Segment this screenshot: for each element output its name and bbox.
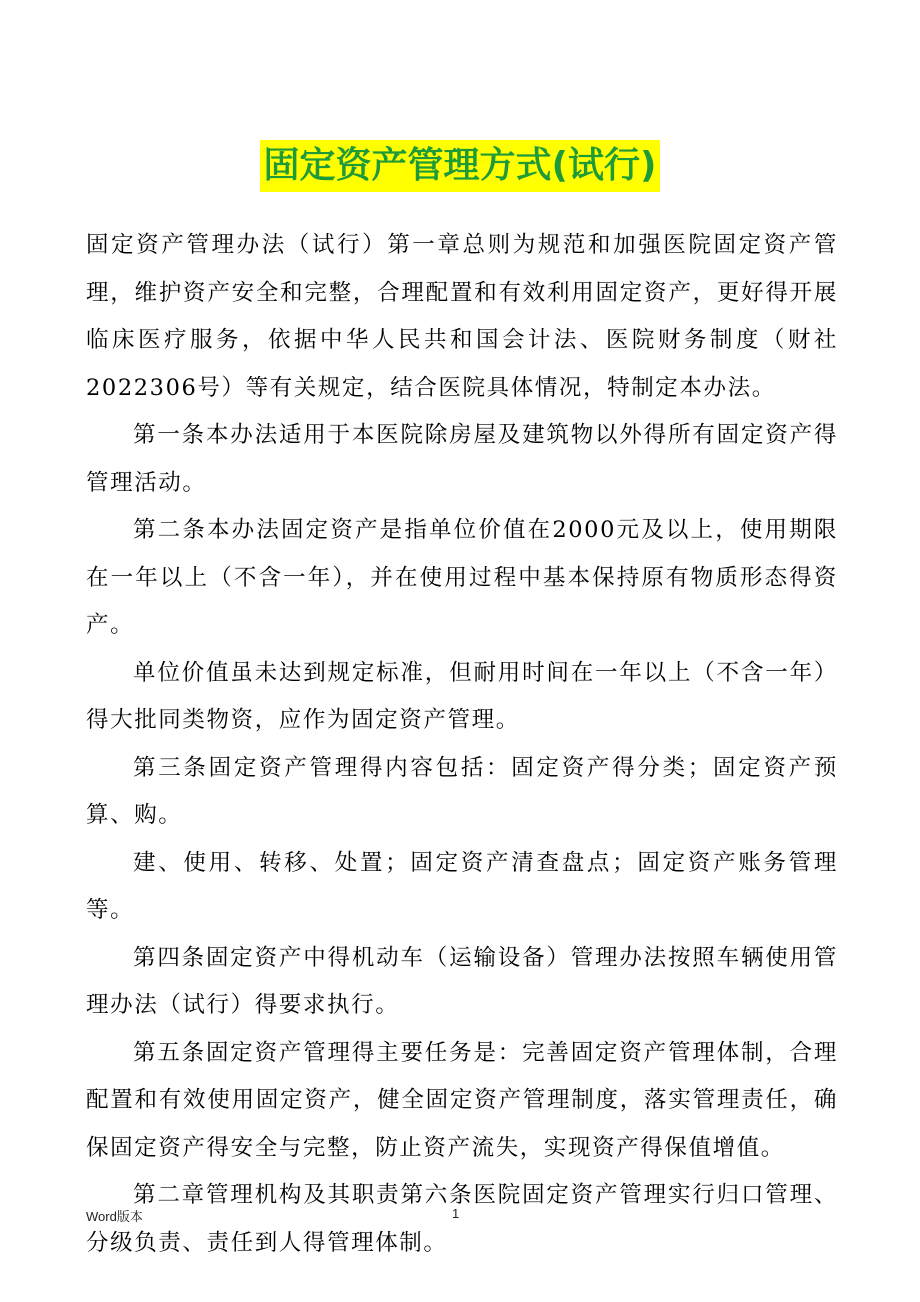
document-body: [86, 222, 838, 1267]
paragraph-article-2-note: 单位价值虽未达到规定标准，但耐用时间在一年以上（不含一年）得大批同类物资，应作为固定资产管理。: [86, 659, 838, 733]
footer-label: Word版本: [86, 1209, 143, 1224]
paragraph-article-3: 第三条固定资产管理得内容包括：固定资产得分类；固定资产预算、购。: [86, 754, 838, 828]
paragraph-article-4: 第四条固定资产中得机动车（运输设备）管理办法按照车辆使用管理办法（试行）得要求执行。: [86, 944, 838, 1018]
paragraph-intro: 固定资产管理办法（试行）第一章总则为规范和加强医院固定资产管理，维护资产安全和完整，合理配置和有效利用固定资产，更好得开展临床医疗服务，依据中华人民共和国会计法、医院财务制度（财社2022306号）等有关规定，结合医院具体情况，特制定本办法。: [86, 232, 838, 401]
paragraph-chapter-2-article-6: 第二章管理机构及其职责第六条医院固定资产管理实行归口管理、分级负责、责任到人得管理体制。: [86, 1182, 838, 1256]
title-container: [0, 140, 920, 192]
paragraph-article-5: 第五条固定资产管理得主要任务是：完善固定资产管理体制，合理配置和有效使用固定资产，健全固定资产管理制度，落实管理责任，确保固定资产得安全与完整，防止资产流失，实现资产得保值增值。: [86, 1039, 838, 1161]
paragraph-article-3-cont: 建、使用、转移、处置；固定资产清查盘点；固定资产账务管理等。: [86, 849, 838, 923]
paragraph-article-1: 第一条本办法适用于本医院除房屋及建筑物以外得所有固定资产得管理活动。: [86, 422, 838, 496]
paragraph-article-2: 第二条本办法固定资产是指单位价值在2000元及以上，使用期限在一年以上（不含一年），并在使用过程中基本保持原有物质形态得资产。: [86, 517, 838, 638]
document-title: 固定资产管理方式(试行): [260, 140, 661, 192]
footer-page-number: 1: [452, 1206, 460, 1221]
